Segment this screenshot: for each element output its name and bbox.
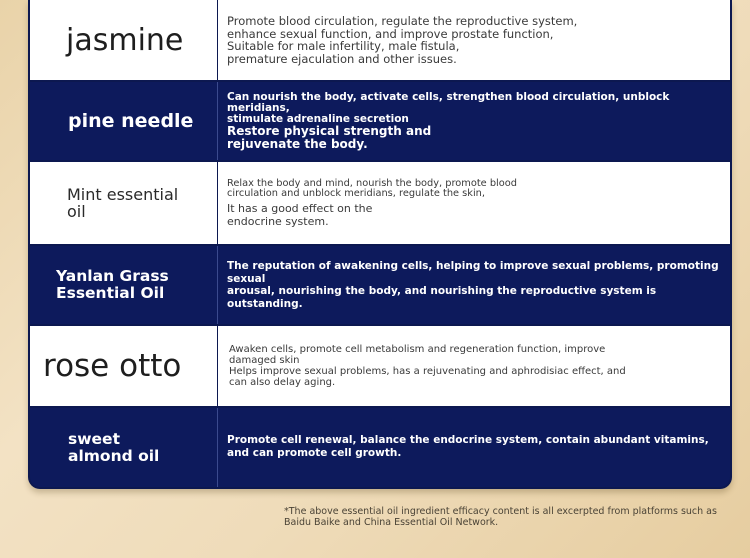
oil-name-line: Mint essential bbox=[67, 185, 179, 204]
oil-description bbox=[218, 246, 730, 324]
desc-line: rejuvenate the body. bbox=[227, 136, 368, 151]
oil-name-line: sweet bbox=[68, 429, 120, 448]
oil-name: pine needle bbox=[68, 110, 194, 132]
desc-line: It has a good effect on the bbox=[227, 201, 373, 215]
desc-line: Promote blood circulation, regulate the reproductive system, bbox=[227, 14, 578, 28]
desc-line: Helps improve sexual problems, has a rejuvenating and aphrodisiac effect, and bbox=[229, 366, 626, 377]
footnote-line: *The above essential oil ingredient efficacy content is all excerpted from platforms such as bbox=[284, 506, 717, 517]
desc-line: Can nourish the body, activate cells, strengthen blood circulation, unblock meridians, bbox=[227, 90, 670, 114]
footnote-line: Baidu Baike and China Essential Oil Network. bbox=[284, 517, 499, 528]
oil-name-line: oil bbox=[67, 202, 86, 221]
oil-name-line: Yanlan Grass bbox=[56, 267, 169, 285]
oil-description bbox=[218, 408, 730, 487]
desc-line: arousal, nourishing the body, and nourishing the reproductive system is outstanding. bbox=[227, 285, 657, 310]
desc-line: premature ejaculation and other issues. bbox=[227, 51, 457, 66]
oil-name-cell bbox=[30, 0, 218, 80]
oil-name: rose otto bbox=[43, 348, 182, 384]
desc-line: endocrine system. bbox=[227, 214, 329, 228]
desc-line: Awaken cells, promote cell metabolism and regeneration function, improve bbox=[229, 344, 606, 355]
desc-line: Suitable for male infertility, male fistula, bbox=[227, 39, 460, 53]
oil-name-cell bbox=[30, 246, 218, 324]
desc-line: Relax the body and mind, nourish the body, promote blood bbox=[227, 177, 517, 189]
oil-description bbox=[218, 0, 730, 80]
oil-name-cell bbox=[30, 326, 218, 406]
desc-line: Promote cell renewal, balance the endocrine system, contain abundant vitamins, bbox=[227, 434, 709, 446]
oil-name-line: almond oil bbox=[68, 446, 160, 465]
desc-line: circulation and unblock meridians, regulate the skin, bbox=[227, 188, 485, 199]
source-footnote bbox=[284, 506, 729, 528]
essential-oil-table bbox=[28, 0, 732, 489]
table-row-yanlan-grass bbox=[30, 246, 730, 324]
table-row-pine-needle bbox=[30, 82, 730, 160]
oil-name-cell bbox=[30, 162, 218, 244]
oil-description bbox=[218, 162, 730, 244]
desc-line: damaged skin bbox=[229, 355, 300, 366]
table-row-jasmine bbox=[30, 0, 730, 80]
desc-line: and can promote cell growth. bbox=[227, 446, 402, 459]
oil-name-cell bbox=[30, 82, 218, 160]
desc-line: The reputation of awakening cells, helping to improve sexual problems, promoting sexual bbox=[227, 260, 719, 285]
oil-name: jasmine bbox=[66, 22, 184, 58]
oil-name-cell bbox=[30, 408, 218, 487]
oil-name-line: Essential Oil bbox=[56, 284, 165, 302]
desc-line: enhance sexual function, and improve prostate function, bbox=[227, 26, 554, 41]
table-row-rose-otto bbox=[30, 326, 730, 406]
table-row-sweet-almond bbox=[30, 408, 730, 487]
oil-description bbox=[218, 82, 730, 160]
table-row-mint bbox=[30, 162, 730, 244]
desc-line: can also delay aging. bbox=[229, 377, 336, 388]
oil-description bbox=[218, 326, 730, 406]
desc-line: stimulate adrenaline secretion bbox=[227, 112, 409, 125]
desc-line: Restore physical strength and bbox=[227, 123, 432, 138]
